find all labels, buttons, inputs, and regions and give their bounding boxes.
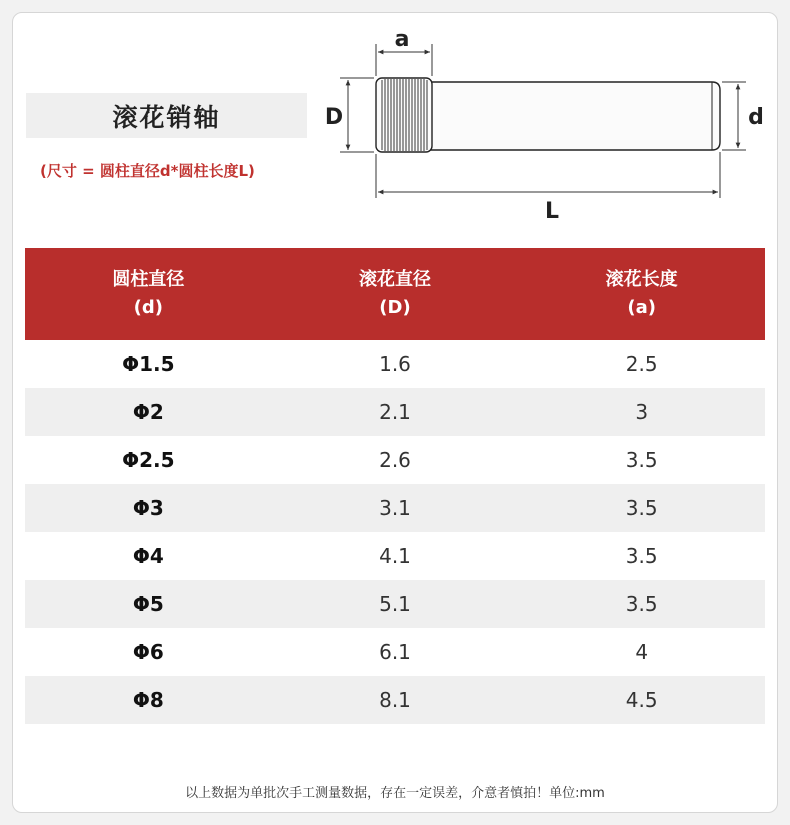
table-row — [25, 340, 765, 388]
table-header — [25, 248, 765, 340]
cell-d: Φ3 — [132, 496, 164, 520]
pin-body — [376, 78, 720, 152]
cell-a: 2.5 — [625, 352, 658, 376]
cell-D: 1.6 — [379, 352, 411, 376]
title-box — [26, 93, 307, 138]
table-row — [25, 628, 765, 676]
cell-D: 2.6 — [379, 448, 411, 472]
cell-d: Φ2.5 — [122, 448, 175, 472]
cell-a: 3.5 — [625, 496, 658, 520]
cell-a: 4 — [635, 640, 649, 664]
table-row — [25, 388, 765, 436]
table-row — [25, 580, 765, 628]
cell-a: 3 — [635, 400, 649, 424]
cell-d: Φ4 — [132, 544, 164, 568]
label-a: a — [394, 27, 410, 52]
cell-a: 3.5 — [625, 592, 658, 616]
cell-D: 5.1 — [379, 592, 411, 616]
table-row — [25, 484, 765, 532]
dimension-D — [340, 78, 374, 152]
measurement-disclaimer: 以上数据为单批次手工测量数据，存在一定误差，介意者慎拍！单位:mm — [185, 786, 605, 801]
size-note: (尺寸 = 圆柱直径d*圆柱长度L) — [40, 162, 255, 180]
label-L: L — [544, 199, 560, 224]
header-knurl-length: 滚花长度 (a) — [605, 269, 678, 318]
header-knurl-diameter: 滚花直径 (D) — [359, 269, 431, 318]
header-cylinder-diameter: 圆柱直径 (d) — [112, 269, 185, 318]
cell-d: Φ2 — [132, 400, 164, 424]
cell-a: 3.5 — [625, 448, 658, 472]
cell-a: 3.5 — [625, 544, 658, 568]
cell-D: 3.1 — [379, 496, 411, 520]
cell-d: Φ6 — [132, 640, 164, 664]
table-row — [25, 532, 765, 580]
cell-D: 4.1 — [379, 544, 411, 568]
page-title: 滚花销轴 — [112, 102, 221, 132]
table-row — [25, 436, 765, 484]
dimension-L — [376, 152, 720, 198]
dimension-d — [722, 82, 746, 150]
spec-table — [25, 248, 765, 724]
pin-diagram — [300, 20, 770, 230]
cell-d: Φ5 — [132, 592, 164, 616]
label-d: d — [748, 105, 764, 130]
cell-a: 4.5 — [625, 688, 658, 712]
cell-D: 6.1 — [379, 640, 411, 664]
cell-d: Φ1.5 — [122, 352, 175, 376]
cell-d: Φ8 — [132, 688, 164, 712]
cell-D: 2.1 — [379, 400, 411, 424]
cell-D: 8.1 — [379, 688, 411, 712]
table-row — [25, 676, 765, 724]
label-D: D — [324, 105, 344, 130]
